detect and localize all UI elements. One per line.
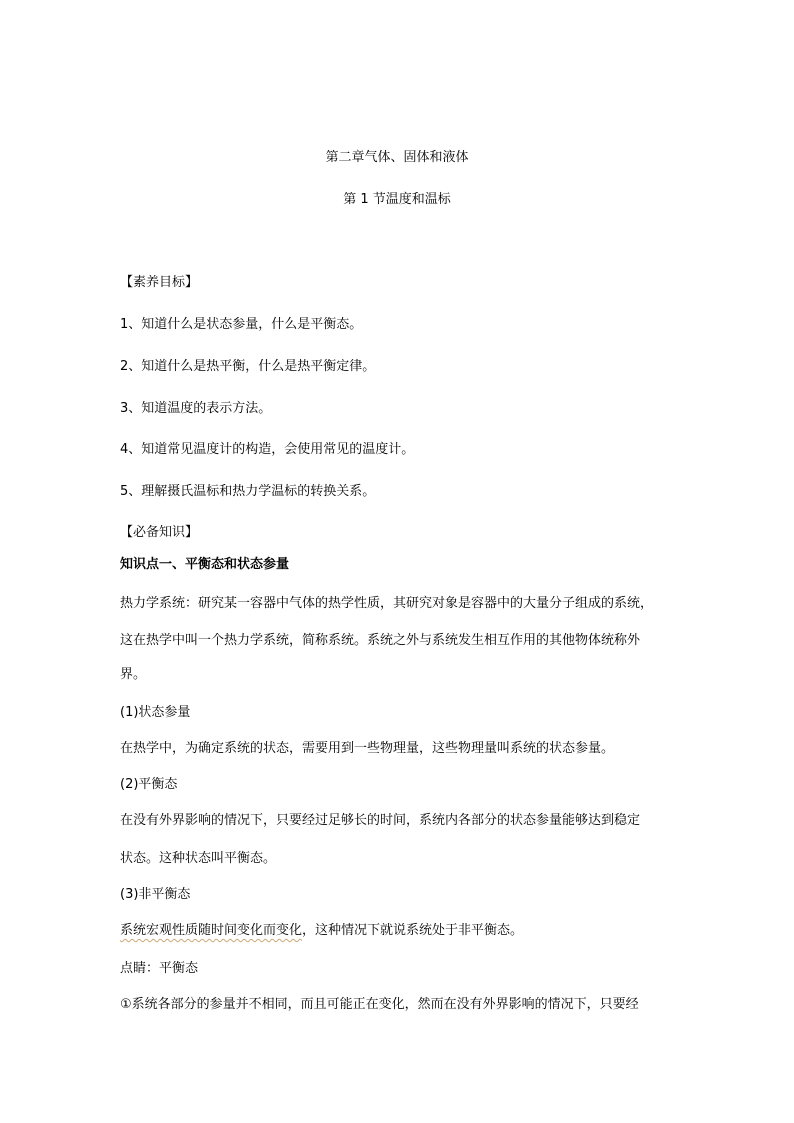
marked-phrase: 系统宏观性质随时间变化而变化 (120, 923, 303, 938)
non-equilibrium-heading: (3)非平衡态 (120, 887, 191, 902)
state-parameter-text: 在热学中，为确定系统的状态，需要用到一些物理量，这些物理量叫系统的状态参量。 (120, 741, 615, 756)
state-parameter-heading: (1)状态参量 (120, 705, 191, 720)
system-paragraph-line-3: 界。 (120, 667, 147, 682)
goals-heading: 【素养目标】 (120, 275, 199, 290)
goal-item-1: 1、知道什么是状态参量，什么是平衡态。 (120, 317, 363, 332)
chapter-title: 第二章气体、固体和液体 (325, 150, 469, 165)
goal-item-3: 3、知道温度的表示方法。 (120, 401, 272, 416)
knowledge-point-1-heading: 知识点一、平衡态和状态参量 (120, 557, 290, 572)
goal-item-5: 5、理解摄氏温标和热力学温标的转换关系。 (120, 484, 376, 499)
goal-item-4: 4、知道常见温度计的构造，会使用常见的温度计。 (120, 442, 415, 457)
non-equilibrium-text-rest: ，这种情况下就说系统处于非平衡态。 (302, 923, 524, 938)
goal-item-2: 2、知道什么是热平衡，什么是热平衡定律。 (120, 359, 376, 374)
note-item-1: ①系统各部分的参量并不相同，而且可能正在变化，然而在没有外界影响的情况下，只要经 (120, 997, 639, 1012)
section-title: 第 1 节温度和温标 (343, 192, 451, 207)
system-paragraph-line-2: 这在热学中叫一个热力学系统，简称系统。系统之外与系统发生相互作用的其他物体统称外 (120, 633, 641, 648)
equilibrium-heading: (2)平衡态 (120, 777, 178, 792)
note-heading: 点睛：平衡态 (120, 961, 199, 976)
knowledge-heading: 【必备知识】 (120, 525, 199, 540)
equilibrium-text-line-1: 在没有外界影响的情况下，只要经过足够长的时间，系统内各部分的状态参量能够达到稳定 (120, 813, 641, 828)
system-paragraph-line-1: 热力学系统：研究某一容器中气体的热学性质，其研究对象是容器中的大量分子组成的系统， (120, 596, 654, 611)
non-equilibrium-text (120, 921, 523, 941)
equilibrium-text-line-2: 状态。这种状态叫平衡态。 (120, 851, 277, 866)
